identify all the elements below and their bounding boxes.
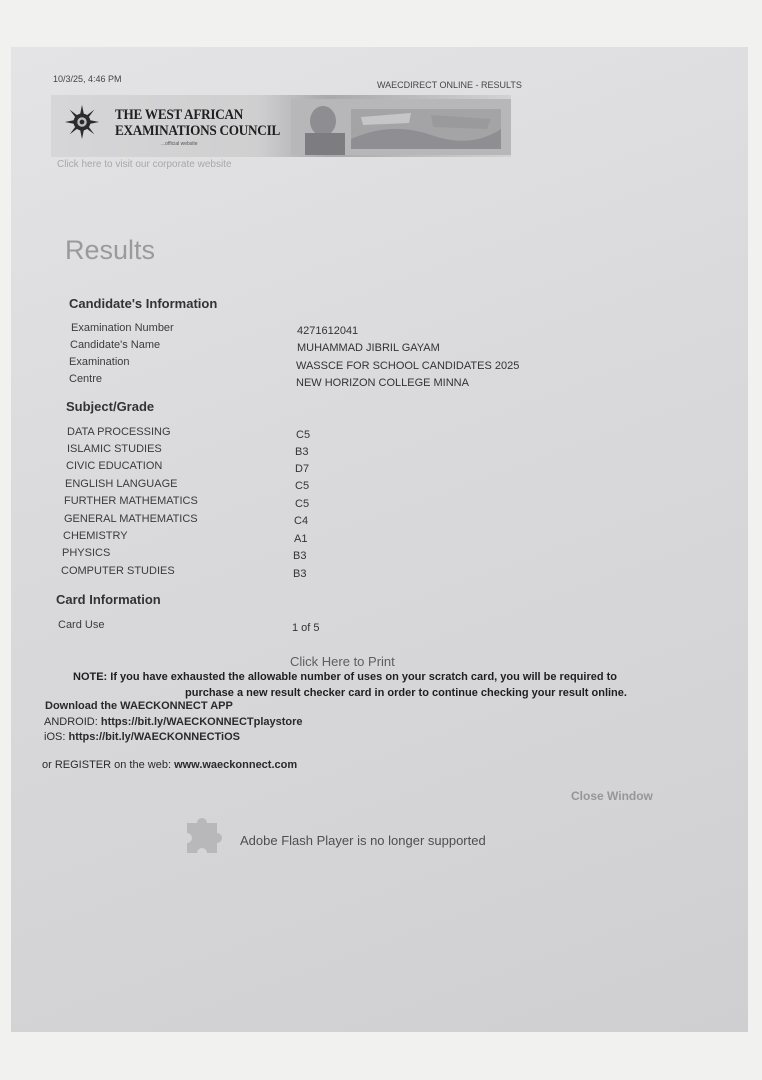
subject-grade-heading: Subject/Grade (66, 399, 155, 414)
register-url[interactable]: www.waeckonnect.com (174, 759, 298, 771)
candidate-name-value: MUHAMMAD JIBRIL GAYAM (297, 342, 440, 354)
candidate-name-label: Candidate's Name (70, 339, 161, 351)
corporate-website-link[interactable]: Click here to visit our corporate website (57, 159, 232, 170)
app-download-heading: Download the WAECKONNECT APP (45, 700, 233, 712)
subject-name: ISLAMIC STUDIES (67, 443, 162, 455)
org-name (115, 107, 280, 139)
register-row[interactable] (42, 759, 297, 771)
register-label: or REGISTER on the web: (42, 759, 171, 771)
centre-label: Centre (69, 373, 103, 385)
card-use-value: 1 of 5 (292, 622, 320, 634)
android-url[interactable]: https://bit.ly/WAECKONNECTplaystore (100, 716, 303, 728)
close-window-link[interactable]: Close Window (571, 789, 653, 803)
print-link[interactable]: Click Here to Print (290, 654, 395, 669)
print-page-title: WAECDIRECT ONLINE - RESULTS (377, 80, 522, 90)
candidate-info-heading: Candidate's Information (69, 296, 218, 311)
examination-value: WASSCE FOR SCHOOL CANDIDATES 2025 (296, 360, 520, 372)
subject-name: GENERAL MATHEMATICS (64, 513, 198, 525)
flash-unsupported-message: Adobe Flash Player is no longer supported (240, 833, 486, 848)
subject-grade: D7 (295, 463, 310, 475)
subject-grade: C5 (295, 480, 310, 492)
android-link-row[interactable] (44, 716, 303, 728)
ios-url[interactable]: https://bit.ly/WAECKONNECTiOS (68, 731, 240, 743)
waec-banner[interactable] (51, 95, 511, 157)
scratch-card-note-line1: NOTE: If you have exhausted the allowable number of uses on your scratch card, you will be required to (73, 671, 618, 683)
subject-grade: B3 (293, 568, 307, 580)
examination-number-value: 4271612041 (297, 325, 359, 337)
card-use-label: Card Use (58, 619, 105, 631)
subject-name: DATA PROCESSING (67, 426, 171, 438)
page-title: Results (65, 235, 156, 265)
examination-label: Examination (69, 356, 130, 368)
print-datetime: 10/3/25, 4:46 PM (53, 74, 122, 84)
subject-name: CIVIC EDUCATION (66, 460, 163, 472)
puzzle-plugin-icon (181, 813, 227, 859)
org-tagline: ...official website (161, 141, 198, 147)
subject-name: ENGLISH LANGUAGE (65, 478, 178, 490)
subject-grade: C5 (295, 498, 310, 510)
subject-grade: B3 (295, 446, 309, 458)
subject-name: COMPUTER STUDIES (61, 565, 175, 577)
subject-grade: C5 (296, 429, 311, 441)
examination-number-label: Examination Number (71, 322, 174, 334)
org-name-line2: EXAMINATIONS COUNCIL (115, 123, 280, 139)
subject-name: FURTHER MATHEMATICS (64, 495, 198, 507)
scratch-card-note-line2: purchase a new result checker card in order to continue checking your result online. (185, 687, 627, 699)
waec-seal-icon (63, 103, 101, 141)
android-label: ANDROID: (44, 716, 98, 728)
subject-grade: C4 (294, 515, 309, 527)
printed-page (11, 47, 748, 1032)
ios-link-row[interactable] (44, 731, 240, 743)
banner-photo (291, 99, 511, 155)
ios-label: iOS: (44, 731, 66, 743)
centre-value: NEW HORIZON COLLEGE MINNA (296, 377, 469, 389)
subject-name: CHEMISTRY (63, 530, 128, 542)
subject-grade: A1 (294, 533, 308, 545)
card-info-heading: Card Information (56, 592, 161, 607)
org-name-line1: THE WEST AFRICAN (115, 107, 244, 123)
subject-grade: B3 (293, 550, 307, 562)
subject-name: PHYSICS (62, 547, 111, 559)
